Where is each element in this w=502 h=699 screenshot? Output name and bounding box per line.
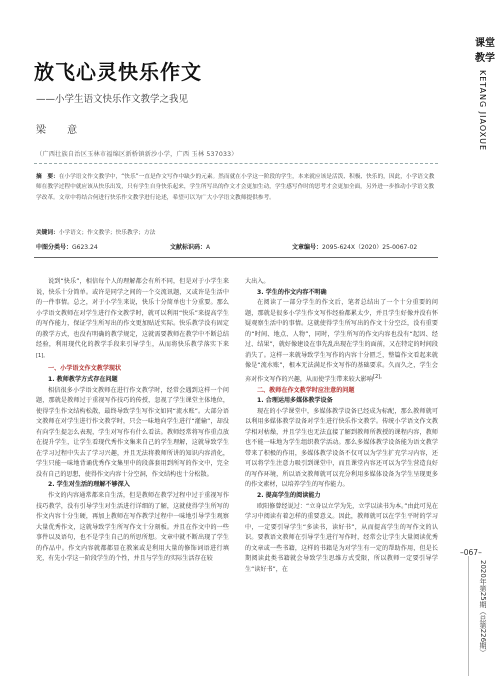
issue-info: 2020年第25期（总第226期）	[479, 560, 487, 657]
keywords-text: 小学语文；作文教学；快乐教学；方法	[58, 230, 156, 236]
article-label: 文章编号：	[292, 244, 323, 251]
sidebar-divider	[468, 556, 469, 676]
keywords	[36, 227, 155, 236]
doc-code	[170, 242, 210, 251]
column-name-bottom: 教学	[475, 53, 495, 64]
clc-value: G623.24	[72, 244, 98, 251]
doc-label: 文献标识码：	[170, 244, 207, 251]
body-divider	[34, 257, 438, 258]
doc-value: A	[206, 244, 211, 251]
column-name-top: 课堂	[475, 38, 495, 49]
subsection-heading: 2. 学生对生活的理解不够深入	[48, 481, 130, 489]
citation: [1]。	[36, 352, 49, 359]
article-title: 放飞心灵快乐作文	[34, 60, 202, 84]
abstract-label: 摘 要：	[36, 174, 59, 180]
abstract	[36, 172, 436, 203]
article-value: 2095-624X（2020）25-0067-02	[322, 244, 418, 251]
clc-number	[36, 242, 98, 251]
subsection-heading: 3. 学生的作文内容不明确	[257, 288, 327, 296]
abstract-text: 在小学语文作文教学中，“快乐”一直是作文写作中缺少的元素。然而就在小学这一阶段的学生，本来就应该是活泼、积极、快乐的，因此，小学语文教师在教学过程中就应该从快乐出发，只有学生自身快乐起来，学生所写出的作文才会更加生动，学生感写作时的思考才会更加全面，另外进一步推动小学语文教学改革。文章中将结合何进行快乐作文教学进行论述，希望可以为广大小学语文教师提供参考。	[36, 174, 435, 201]
paragraph: 相信很多小学语文教师在进行作文教学时，经常会遇到这样一个问题，那就是教师过于重视写作技巧的传授，忽视了学生课堂主体地位，使得学生作文结构松散，最终导致学生写作文如同“流水账”。大部分语文教师在对学生进行作文教学时，只会一味地向学生进行“灌输”，却没有向学生提怎么表现，学生对写作有什么看法。教师经常将写作重点放在提升学生，让学生看现代秀作文集来自己的学生理解，这就导致学生在学习过程中失去了学习兴趣，并且无法将教师所讲的知识内容消化，学生只能一味地背诵优秀作文集里中的段落套用到所写的作文中，完全没有自己的思想，使得作文内容十分空洞，作文结构也十分松散。	[36, 386, 229, 478]
body-column-right	[245, 277, 438, 575]
paragraph: 欧阳修曾经说过：“立身以立学为先，立学以读书为本。”由此可见在学习中阅读有着怎样的重要意义。因此，教师就可以在学生平时的学习中，一定要引导学生“多读书，读好书”，从而提高学生的写作文的认识。要教语文教师在引导学生进行写作时，经常会让学生大量阅读优秀的文章或一些书籍，这样的书籍是为对学生有一定的帮助作用，但是长期阅读此类书籍就会导致学生思维方式受限，所以教师一定要引导学生“读好书”，在	[245, 502, 438, 573]
clc-label: 中图分类号：	[36, 244, 73, 251]
keywords-label: 关键词：	[36, 230, 59, 236]
page-number: –067–	[460, 548, 482, 557]
paragraph: 在阅读了一部分学生的作文后，笔者总结出了一个十分重要的问题，那就是很多小学生作文写作经验都累太少，并且学生好像并没有怀疑观察生活中的事情。这就使得学生所写出的作文十分空泛，没有重要的“时间、地点、人物”，同时，学生所写的作文内容也没有“起因、经过、结果”，就好像建设在事先乱出现在学生的面前，又在特定的时间段消失了。这样一来就导致学生写作的内容十分匮乏，整篇作文看起来就像是“流水账”，根本无法满足作文写作的基础要求。久而久之，学生会弃对作文写作的兴趣，从而使学生带来较大影响$^{[2]。}$	[245, 299, 438, 383]
article-subtitle: ——小学生语文快乐作文教学之我见	[36, 94, 189, 105]
column-name	[474, 36, 496, 66]
section-heading: 一、小学语文作文教学现状	[48, 365, 122, 373]
author: 梁 意	[36, 125, 87, 136]
header-divider	[34, 163, 438, 164]
paragraph: 大出入。	[245, 278, 270, 285]
citation: [2]。	[372, 373, 386, 380]
paragraph: 现在的小学课堂中，多媒体教学设备已经成为标配，那么教师就可以利用多媒体教学设备对学生进行快乐作文教学。传统小学语文作文教学相对枯燥，并且学生也无法直接了解到教师所教授的课程内容，教师也不能一味地为学生组织教学活动。那么多媒体教学设备能为语文教学带来了积极的作用，多媒体教学设备不仅可以为学生扩充学习内容，还可以将学生注意力吸引到课堂中，而且课堂内容还可以为学生营造良好的写作环境，所以语文教师就可以充分利用多媒体设备为学生呈现更多的作文素材，以培养学生的写作能力。	[245, 407, 438, 489]
affiliation: （广西壮族自治区玉林市福绵区新桥镇新沙小学，广西 玉林 537033）	[36, 151, 238, 158]
subsection-heading: 1. 教师教学方式存在问题	[48, 375, 118, 383]
paragraph: 说到“快乐”，相信每个人的理解都会有所不同，但是对于小学生来说，快乐十分简单。或许是同学之间的一个交流讯题，又或许是生活中的一件事情。总之，对于小学生来说，快乐十分简单也十分重要。那么小学语文教师在对学生进行作文教学时，就可以利用“快乐”来提高学生的写作能力，保证学生所写出的作文更加贴近实际。快乐教学没有固定的教学方式，也没有明确的教学规定，这就需要教师在教学中不断总结经验，利用现代化的教学手段来引导学生，从而将快乐教学落实下来$^{[1]。}$	[36, 278, 229, 359]
section-heading: 二、教师在作文教学时应注意的问题	[257, 386, 355, 394]
paragraph: 作文的内容通常都来自生活，但是教师在教学过程中过于重视写作技巧教学，没有引导学生对生活进行详细的了解，这就使得学生所写的作文内容十分生硬，再加上教师在写作教学过程中一味地引导学生观察大量优秀作文，这就导致学生所写作文十分刻板。并且在作文中的一些事件以及语句，也不是学生自己的所思所想。文章中就不断出现了学生的作品中。作文内容就都都显在教案或是利用大量的修饰词语进行填充，有先小学这一阶段学生的个性，并且与学生的实际生活存在较	[36, 491, 229, 563]
column-name-english: KETANG JIAOXUE	[478, 70, 487, 151]
journal-sidebar	[454, 0, 502, 699]
subsection-heading: 2. 提高学生的阅读能力	[257, 491, 321, 499]
article-number	[292, 242, 417, 251]
subsection-heading: 1. 合理运用多媒体教学设备	[257, 397, 333, 405]
body-column-left	[36, 277, 229, 565]
